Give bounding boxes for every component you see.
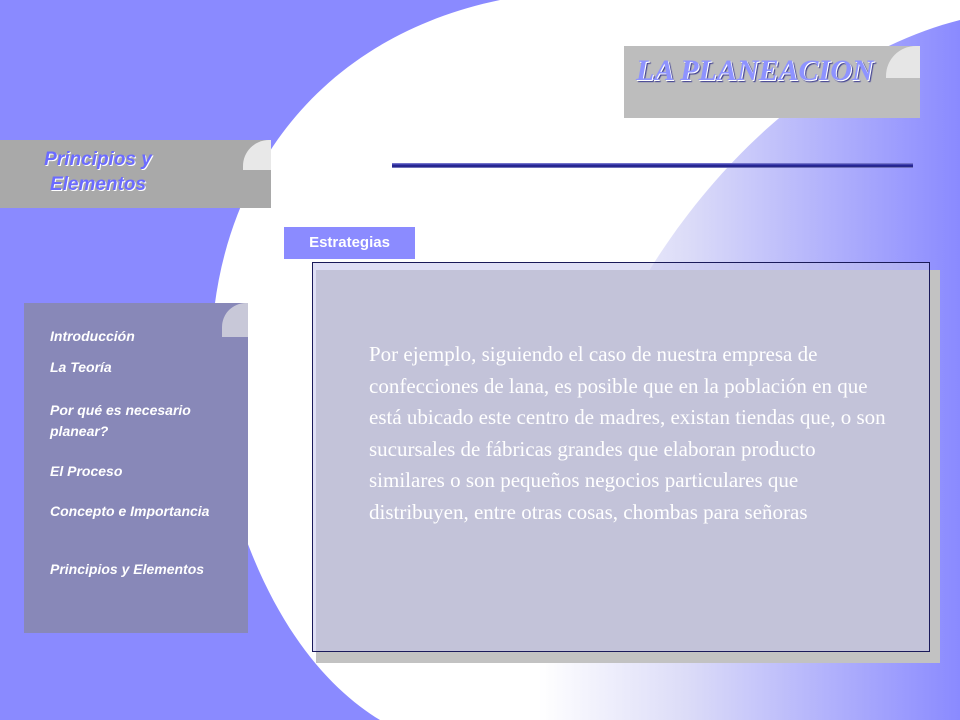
content-panel — [312, 262, 930, 652]
section-panel-tab — [243, 140, 271, 170]
menu-item-principios-elementos[interactable]: Principios y Elementos — [50, 561, 205, 577]
menu-item-la-teoria[interactable]: La Teoría — [50, 359, 112, 375]
menu-item-concepto-importancia[interactable]: Concepto e Importancia — [50, 503, 210, 519]
topic-label: Estrategias — [284, 227, 415, 259]
section-title-line2: Elementos — [49, 174, 147, 195]
menu-item-introduccion[interactable]: Introducción — [50, 328, 135, 344]
title-panel — [624, 46, 920, 118]
menu-item-el-proceso[interactable]: El Proceso — [50, 463, 123, 479]
content-paragraph: Por ejemplo, siguiendo el caso de nuestra empresa de confecciones de lana, es posible que en la población en que está ubicado este centro de madres, existan tiendas que, o son sucursales de fábricas grandes que elaboran producto similares o son pequeños negocios particulares que distribuyen, entre otras cosas, chombas para señoras — [369, 342, 886, 524]
section-title — [0, 147, 196, 197]
menu-item-por-que-planear[interactable]: Por qué es necesario planear? — [50, 402, 191, 439]
page-title: LA PLANEACION — [636, 54, 874, 87]
title-panel-tab — [886, 46, 920, 78]
section-title-line1: Principios y — [44, 149, 152, 170]
title-underline — [392, 163, 913, 168]
navigation-menu — [24, 303, 248, 633]
section-panel — [0, 140, 271, 208]
